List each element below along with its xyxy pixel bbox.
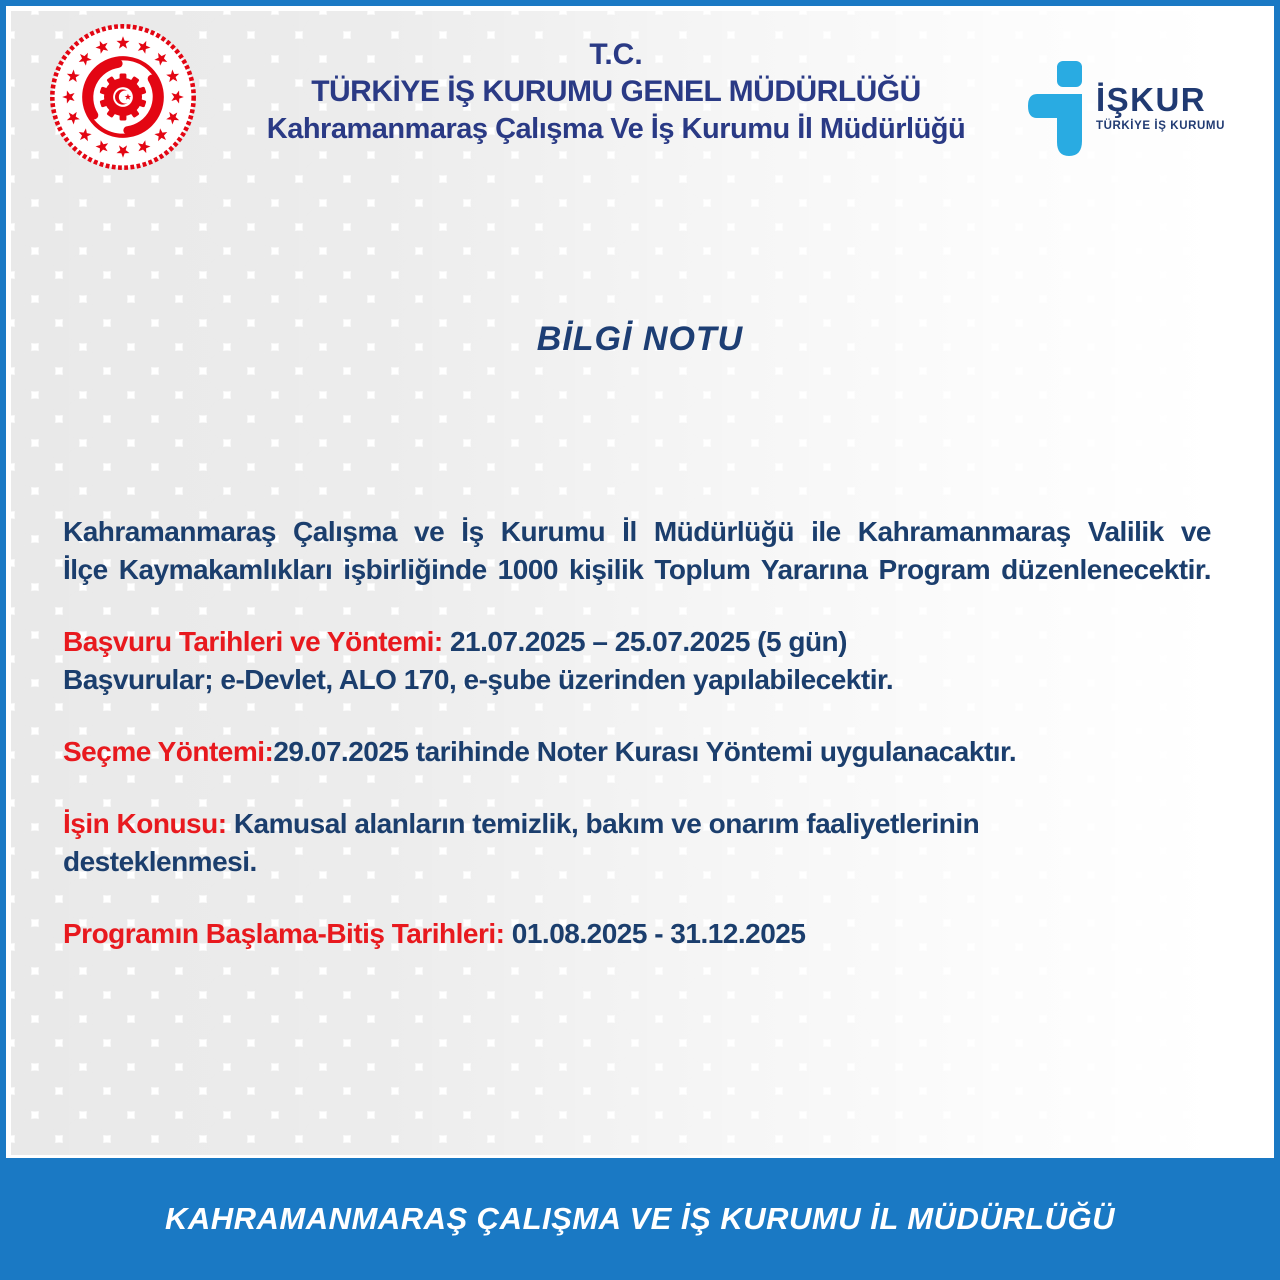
iskur-tagline: TÜRKİYE İŞ KURUMU (1095, 120, 1225, 132)
header-line-provincial-office: Kahramanmaraş Çalışma Ve İş Kurumu İl Müdürlüğü (266, 113, 966, 145)
section-value: 01.08.2025 - 31.12.2025 (504, 918, 806, 949)
section-value: 29.07.2025 tarihinde Noter Kurası Yöntemi uygulanacaktır. (273, 736, 1017, 767)
header (11, 11, 1269, 201)
section-value: Kamusal alanların temizlik, bakım ve onarım faaliyetlerinin (226, 808, 980, 839)
section-label: Seçme Yöntemi: (63, 736, 274, 767)
section-value: 21.07.2025 – 25.07.2025 (5 gün) (442, 626, 847, 657)
intro-line-1: Kahramanmaraş Çalışma ve İş Kurumu İl Müdürlüğü ile Kahramanmaraş Valilik ve (63, 516, 1211, 547)
section-label: Programın Başlama-Bitiş Tarihleri: (63, 918, 505, 949)
footer-banner-text: KAHRAMANMARAŞ ÇALIŞMA VE İŞ KURUMU İL MÜDÜRLÜĞÜ (164, 1201, 1116, 1236)
intro-line-2: İlçe Kaymakamlıkları işbirliğinde 1000 kişilik Toplum Yararına Program düzenlenecektir. (63, 554, 1211, 585)
iskur-logo (1028, 61, 1225, 159)
section-secme-yontemi (63, 733, 1211, 771)
tc-ministry-emblem-icon (47, 21, 199, 173)
iskur-wordmark: İŞKUR (1095, 81, 1207, 118)
header-line-institution: TÜRKİYE İŞ KURUMU GENEL MÜDÜRLÜĞÜ (311, 75, 921, 108)
section-program-tarihleri (63, 915, 1211, 953)
section-line2: Başvurular; e-Devlet, ALO 170, e-şube üzerinden yapılabilecektir. (63, 664, 894, 695)
section-basvuru-tarihleri (63, 623, 1211, 699)
section-line2: desteklenmesi. (63, 846, 257, 877)
iskur-mark-icon (1028, 61, 1084, 159)
header-titles (221, 37, 1011, 147)
body-text (63, 513, 1211, 953)
section-label: İşin Konusu: (63, 808, 227, 839)
poster-content (11, 11, 1269, 1155)
footer-banner (0, 1158, 1280, 1280)
page-title: BİLGİ NOTU (536, 320, 744, 358)
section-isin-konusu (63, 805, 1211, 881)
intro-paragraph (63, 513, 1211, 589)
section-label: Başvuru Tarihleri ve Yöntemi: (63, 626, 443, 657)
header-line-tc: T.C. (589, 38, 643, 71)
iskur-logo-text (1096, 83, 1225, 132)
